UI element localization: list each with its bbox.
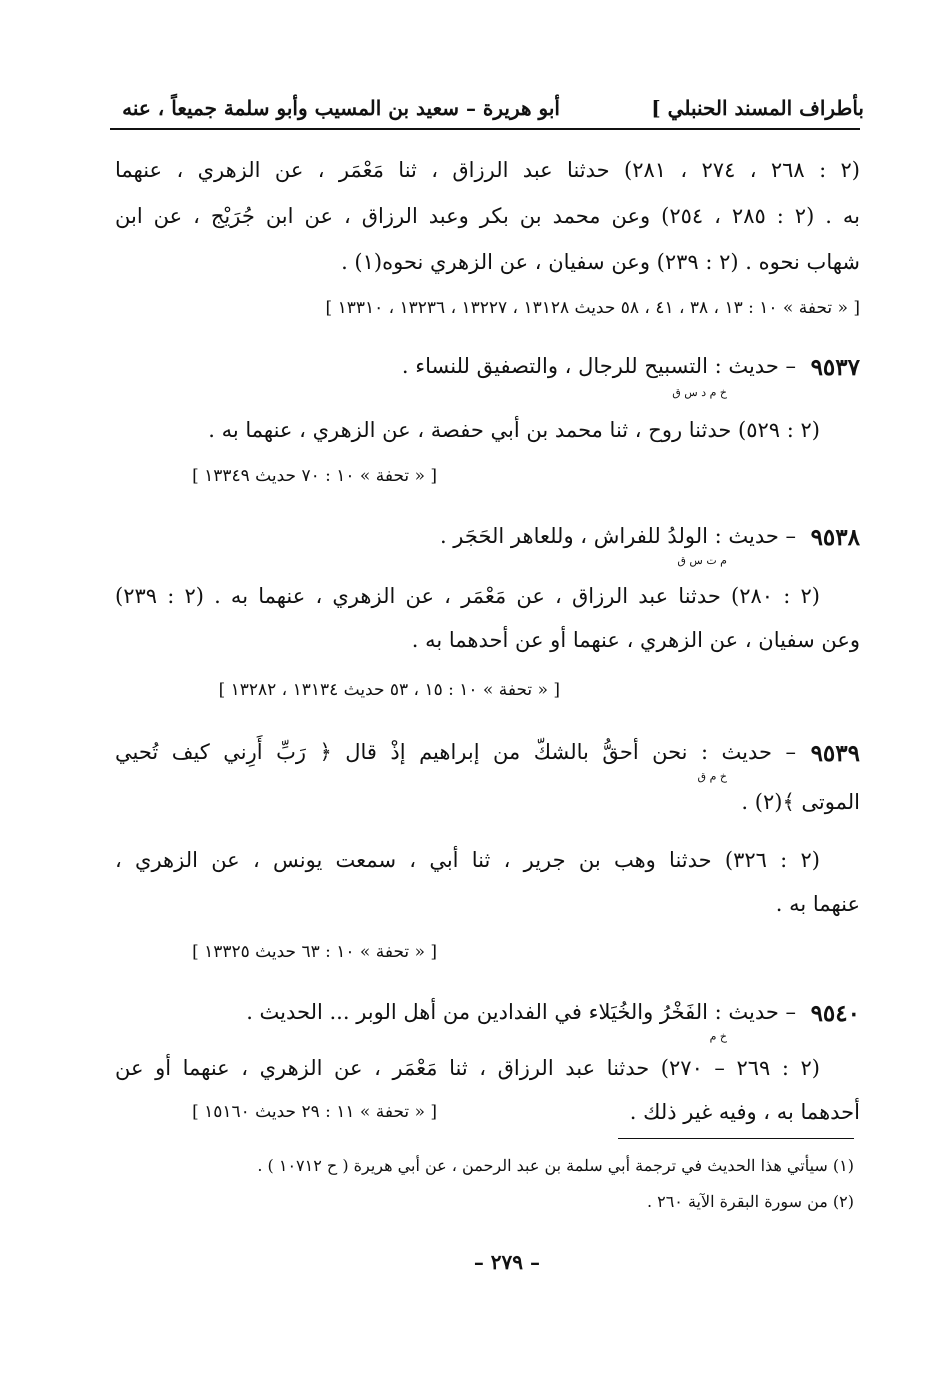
isnad-line: (٢ : ٢٨٠) حدثنا عبد الرزاق ، عن مَعْمَر ، عن الزهري ، عنهما به . (٢ : ٢٣٩) [115,584,820,608]
intro-line: شهاب نحوه . (٢ : ٢٣٩) وعن سفيان ، عن الزهري نحوه(١) . [341,250,860,274]
intro-line: به . (٢ : ٢٨٥ ، ٢٥٤) وعن محمد بن بكر وعبد الرزاق ، عن ابن جُرَيْج ، عن ابن [115,204,860,228]
hadith-number: ٩٥٤٠ [810,1000,860,1027]
intro-tuhfa-ref: [ « تحفة » ١٠ : ١٣ ، ٣٨ ، ٤١ ، ٥٨ حديث ١٣١٢٨ ، ١٣٢٢٧ ، ١٣٢٣٦ ، ١٣٣١٠ ] [325,298,860,318]
header-book-title: بأطراف المسند الحنبلي ] [651,96,864,120]
isnad-line: (٢ : ٢٦٩ – ٢٧٠) حدثنا عبد الرزاق ، ثنا مَعْمَر ، عن الزهري ، عنهما أو عن [115,1056,820,1080]
isnad-line: عنهما به . [775,892,860,916]
tuhfa-ref: [ « تحفة » ١٠ : ٧٠ حديث ١٣٣٤٩ ] [192,466,437,486]
hadith-sigla: خ م ق [697,770,727,783]
hadith-text: – حديث : التسبيح للرجال ، والتصفيق للنساء . [401,354,796,378]
tuhfa-ref: [ « تحفة » ١٠ : ٦٣ حديث ١٣٣٢٥ ] [192,942,437,962]
page-number: – ٢٧٩ – [473,1250,540,1274]
footnote: (٢) من سورة البقرة الآية ٢٦٠ . [646,1192,854,1211]
isnad-line: أحدهما به ، وفيه غير ذلك . [629,1100,860,1124]
hadith-text-cont: الموتى ﴾(٢) . [741,790,860,814]
hadith-sigla: م ت س ق [677,554,727,567]
tuhfa-ref: [ « تحفة » ١٠ : ١٥ ، ٥٣ حديث ١٣١٣٤ ، ١٣٢٨٢ ] [218,680,560,700]
hadith-text: – حديث : نحن أحقُّ بالشكّ من إبراهيم إذْ قال ﴿ رَبِّ أَرِني كيف تُحيي [115,740,796,764]
hadith-number: ٩٥٣٧ [810,354,860,381]
hadith-sigla: خ م د س ق [672,386,727,399]
isnad-line: وعن سفيان ، عن الزهري ، عنهما أو عن أحدهما به . [411,628,860,652]
hadith-text: – حديث : الفَخْرُ والخُيَلاء في الفدادين من أهل الوبر ... الحديث . [246,1000,796,1024]
footnote-rule [618,1138,854,1139]
isnad-line: (٢ : ٥٢٩) حدثنا روح ، ثنا محمد بن أبي حفصة ، عن الزهري ، عنهما به . [208,418,820,442]
hadith-text: – حديث : الولدُ للفراش ، وللعاهر الحَجَر . [439,524,796,548]
hadith-number: ٩٥٣٩ [810,740,860,767]
hadith-number: ٩٥٣٨ [810,524,860,551]
footnote: (١) سيأتي هذا الحديث في ترجمة أبي سلمة بن عبد الرحمن ، عن أبي هريرة ( ح ١٠٧١٢ ) . [257,1156,854,1175]
hadith-sigla: خ م [709,1030,727,1043]
tuhfa-ref: [ « تحفة » ١١ : ٢٩ حديث ١٥١٦٠ ] [192,1102,437,1122]
intro-line: (٢ : ٢٦٨ ، ٢٧٤ ، ٢٨١) حدثنا عبد الرزاق ، ثنا مَعْمَر ، عن الزهري ، عنهما [115,158,860,182]
header-rule [110,128,860,130]
isnad-line: (٢ : ٣٢٦) حدثنا وهب بن جرير ، ثنا أبي ، سمعت يونس ، عن الزهري ، [115,848,820,872]
header-chapter-title: أبو هريرة – سعيد بن المسيب وأبو سلمة جميعاً ، عنه [122,96,560,120]
